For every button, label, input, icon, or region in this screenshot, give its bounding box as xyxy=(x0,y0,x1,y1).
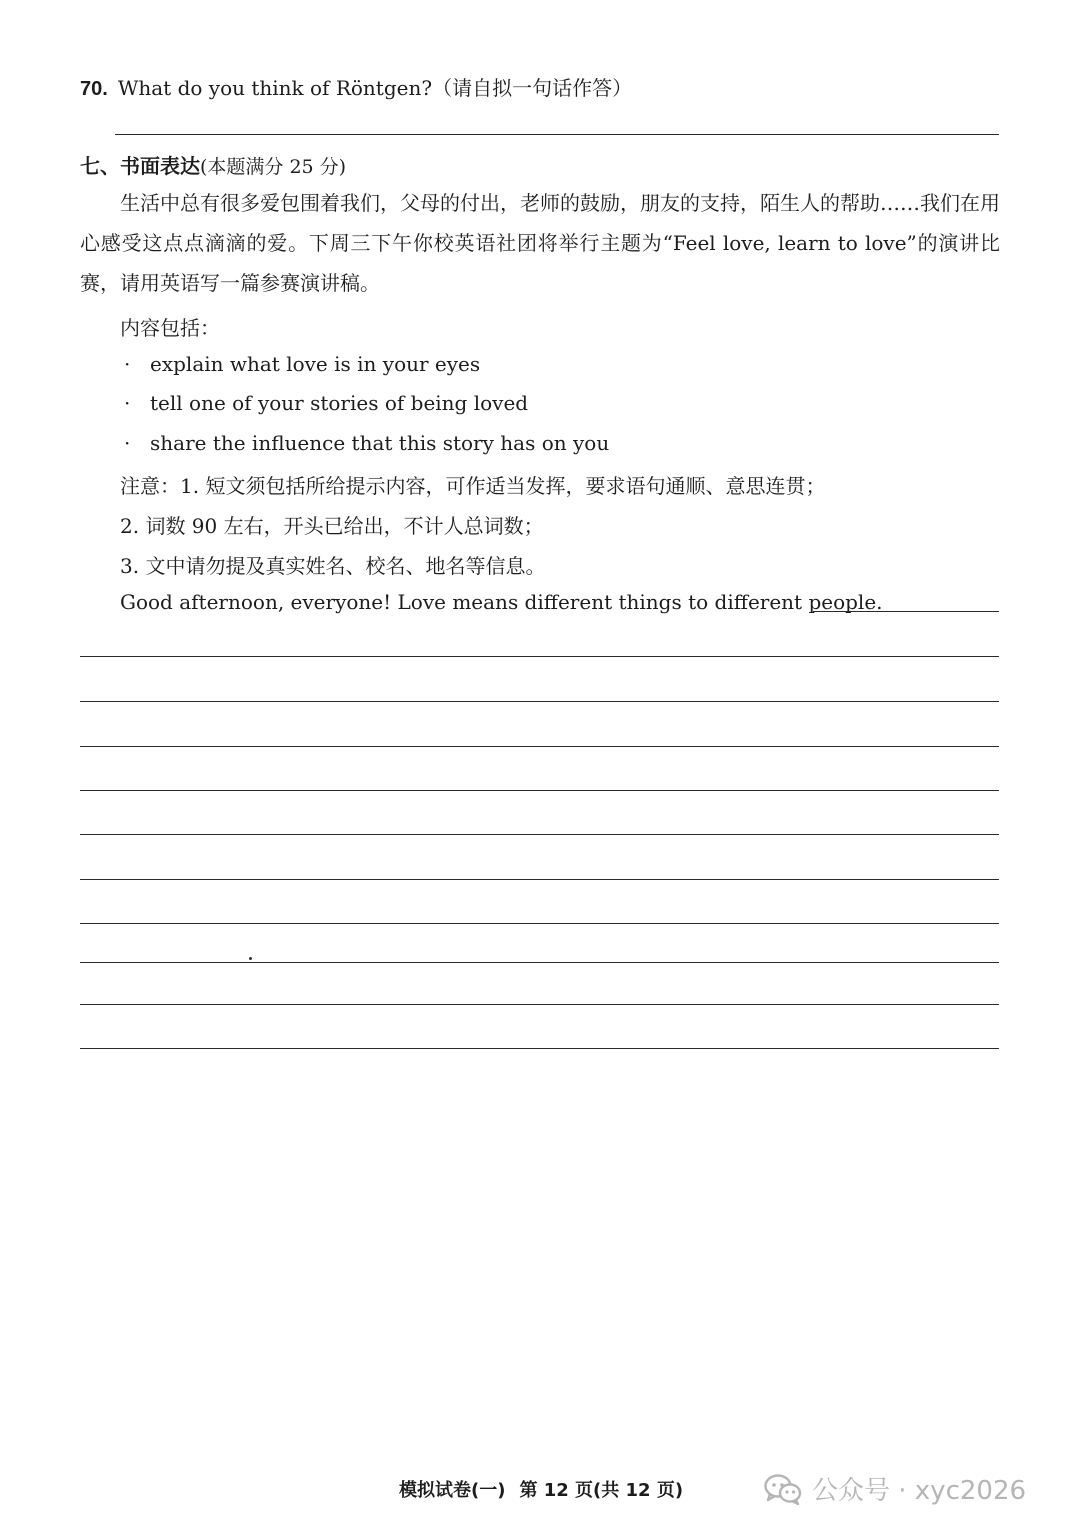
question-70 xyxy=(80,72,632,101)
watermark xyxy=(764,1470,1026,1507)
section-title xyxy=(80,150,346,179)
writing-line[interactable] xyxy=(80,962,999,963)
page-footer xyxy=(399,1476,697,1502)
bullet-item xyxy=(120,391,528,415)
bullet-item xyxy=(120,352,480,376)
writing-prompt: 生活中总有很多爱包围着我们，父母的付出，老师的鼓励，朋友的支持，陌生人的帮助……我们在用心感受这点点滴滴的爱。下周三下午你校英语社团将举行主题为“Feel love, learn to love”的演讲比赛，请用英语写一篇参赛演讲稿。 xyxy=(80,191,1000,295)
note-line: 2. 词数 90 左右，开头已给出，不计人总词数； xyxy=(120,514,544,538)
writing-line[interactable] xyxy=(80,834,999,835)
writing-line[interactable] xyxy=(80,879,999,880)
bullet-icon: · xyxy=(124,431,131,455)
writing-line[interactable] xyxy=(80,701,999,702)
writing-line[interactable] xyxy=(80,656,999,657)
bullet-icon: · xyxy=(124,352,131,376)
page-number: 第 12 页(共 12 页) xyxy=(519,1480,684,1501)
section-heading: 七、书面表达 xyxy=(80,154,200,178)
writing-line[interactable] xyxy=(80,746,999,747)
writing-line[interactable] xyxy=(80,1048,999,1049)
opening-sentence: Good afternoon, everyone! Love means different things to different people. xyxy=(120,590,883,614)
question-text: What do you think of Röntgen?（请自拟一句话作答） xyxy=(117,76,633,100)
watermark-text: 公众号 · xyc2026 xyxy=(812,1476,1027,1506)
bullet-text: explain what love is in your eyes xyxy=(150,352,481,376)
answer-line-70[interactable] xyxy=(115,134,999,135)
wechat-icon xyxy=(764,1473,802,1505)
answer-line-opening[interactable] xyxy=(813,611,999,612)
bullet-icon: · xyxy=(124,391,131,415)
writing-line[interactable] xyxy=(80,923,999,924)
note-line: 3. 文中请勿提及真实姓名、校名、地名等信息。 xyxy=(120,554,546,578)
writing-line[interactable] xyxy=(80,1004,999,1005)
bullet-text: tell one of your stories of being loved xyxy=(150,391,529,415)
question-number: 70. xyxy=(80,78,108,100)
bullet-text: share the influence that this story has on you xyxy=(150,431,610,455)
writing-line[interactable] xyxy=(80,790,999,791)
bullet-item xyxy=(120,431,609,455)
note-line: 注意：1. 短文须包括所给提示内容，可作适当发挥，要求语句通顺、意思连贯； xyxy=(120,474,826,498)
ink-dot xyxy=(249,957,252,960)
exam-name: 模拟试卷(一) xyxy=(399,1480,506,1501)
content-label: 内容包括： xyxy=(120,316,220,340)
section-score: (本题满分 25 分) xyxy=(200,156,347,178)
